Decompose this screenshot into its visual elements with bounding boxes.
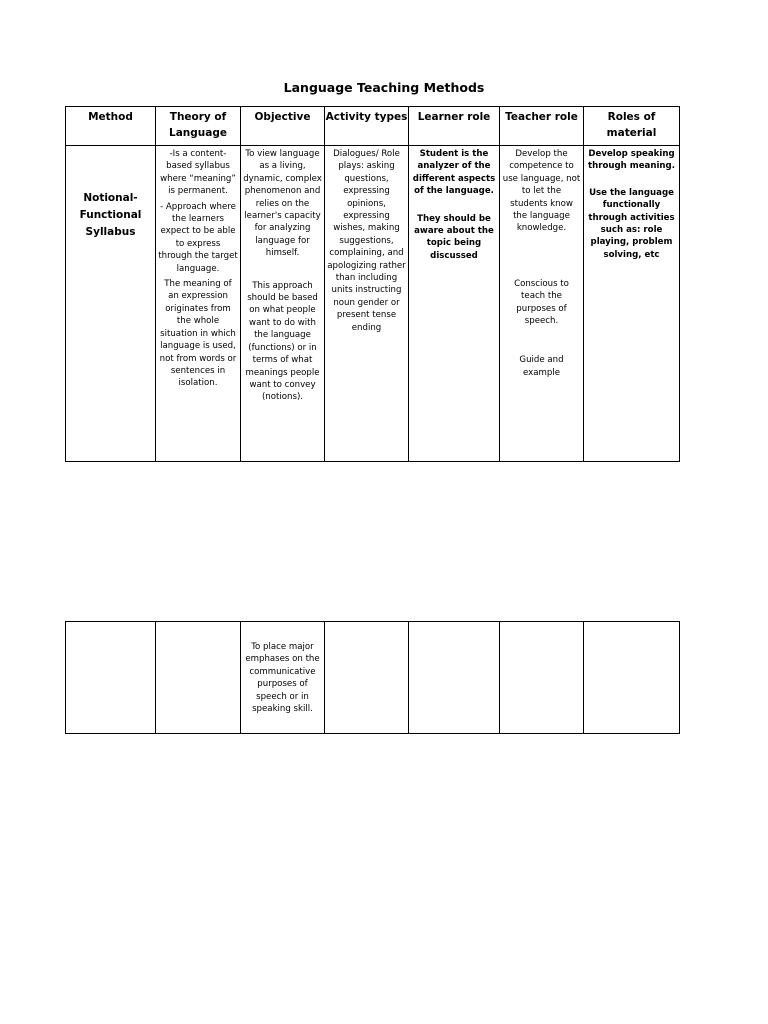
teacher-cell [500, 146, 584, 462]
objective-text: To place major emphases on the communicative purposes of speech or in speaking skill. [245, 642, 320, 715]
header-method: Method [66, 107, 156, 146]
theory-cell-empty [156, 622, 241, 734]
activity-cell [325, 146, 409, 462]
teacher-text-3: Guide and example [519, 355, 564, 378]
learner-text-1: Student is the analyzer of the different aspects of the language. [412, 149, 496, 197]
table-row [66, 622, 680, 734]
objective-text-1: To view language as a living, dynamic, complex phenomenon and relies on the learner's capacity for analyzing language for himself. [243, 149, 322, 259]
objective-cell [241, 622, 325, 734]
theory-text-2: - Approach where the learners expect to be able to express through the target language. [158, 201, 238, 274]
objective-cell [241, 146, 325, 462]
activity-text: Dialogues/ Role plays: asking questions, expressing opinions, expressing wishes, making suggestions, complaining, and apologizing rather than including units instructing noun gender or present tense ending [327, 149, 406, 333]
teacher-text-2: Conscious to teach the purposes of speech. [514, 278, 569, 327]
method-cell: Notional- Functional Syllabus [66, 146, 156, 462]
table-row [66, 146, 680, 462]
theory-text-1: -Is a content-based syllabus where “meaning” is permanent. [160, 149, 236, 197]
theory-cell [156, 146, 241, 462]
theory-text-3: The meaning of an expression originates from the whole situation in which language is used, not from words or sentences in isolation. [159, 279, 237, 389]
header-row [66, 107, 680, 146]
header-objective: Objective [241, 107, 325, 146]
teacher-cell-empty [500, 622, 584, 734]
materials-cell-empty [584, 622, 680, 734]
method-cell-empty [66, 622, 156, 734]
header-learner-role: Learner role [409, 107, 500, 146]
header-theory: Theory of Language [156, 107, 241, 146]
methods-table-continued [65, 621, 680, 734]
activity-cell-empty [325, 622, 409, 734]
header-teacher-role: Teacher role [500, 107, 584, 146]
materials-cell [584, 146, 680, 462]
materials-text-2: Use the language functionally through activities such as: role playing, problem solving, etc [588, 187, 675, 260]
learner-cell [409, 146, 500, 462]
learner-cell-empty [409, 622, 500, 734]
methods-table [65, 106, 680, 462]
learner-text-2: They should be aware about the topic being discussed [414, 213, 494, 261]
header-activity-types: Activity types [325, 107, 409, 146]
objective-text-2: This approach should be based on what people want to do with the language (functions) or in terms of what meanings people want to convey (notions). [245, 280, 320, 403]
header-roles-of-material: Roles of material [584, 107, 680, 146]
materials-text-1: Develop speaking through meaning. [588, 149, 675, 172]
teacher-text-1: Develop the competence to use language, not to let the students know the language knowledge. [502, 149, 581, 234]
page-title: Language Teaching Methods [283, 80, 485, 95]
